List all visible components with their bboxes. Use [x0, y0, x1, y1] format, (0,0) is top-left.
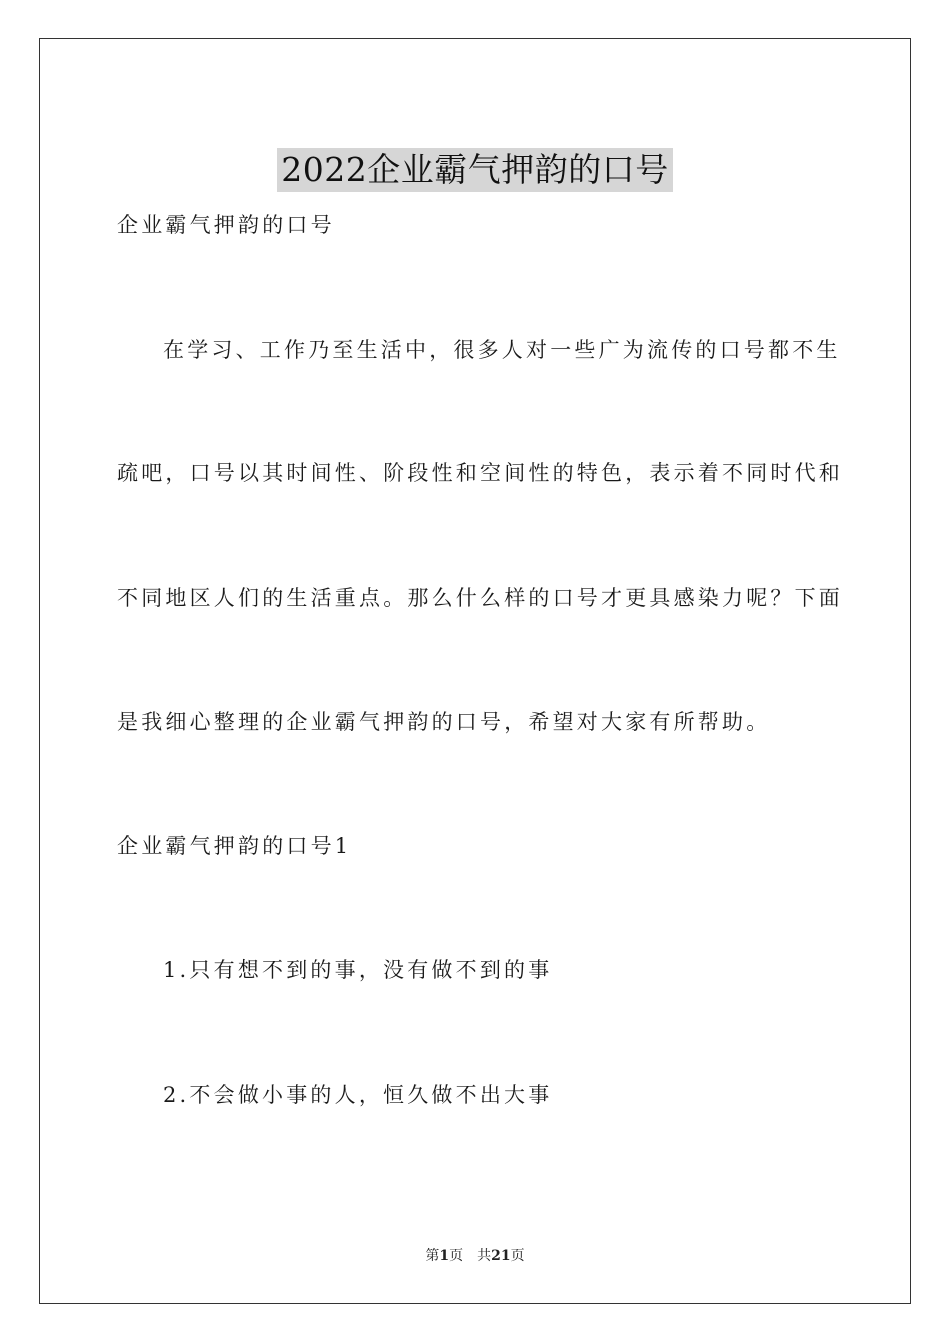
page-suffix: 页	[449, 1248, 464, 1264]
list-item: 1.只有想不到的事，没有做不到的事	[163, 958, 553, 982]
page-number: 1	[439, 1248, 450, 1264]
page-footer	[0, 1246, 950, 1266]
total-prefix: 共	[477, 1248, 492, 1264]
document-subtitle: 企业霸气押韵的口号	[117, 213, 335, 237]
list-item: 2.不会做小事的人，恒久做不出大事	[163, 1083, 553, 1107]
total-pages: 21	[491, 1248, 511, 1264]
paragraph-line: 疏吧，口号以其时间性、阶段性和空间性的特色，表示着不同时代和	[117, 461, 843, 485]
total-suffix: 页	[510, 1248, 525, 1264]
document-title: 2022企业霸气押韵的口号	[277, 148, 672, 192]
paragraph-line: 不同地区人们的生活重点。那么什么样的口号才更具感染力呢？下面	[117, 586, 843, 610]
title-container	[0, 126, 950, 214]
page-prefix: 第	[425, 1248, 440, 1264]
paragraph-line: 是我细心整理的企业霸气押韵的口号，希望对大家有所帮助。	[117, 710, 771, 734]
section-heading: 企业霸气押韵的口号1	[117, 834, 352, 858]
paragraph-line: 在学习、工作乃至生活中，很多人对一些广为流传的口号都不生	[163, 338, 841, 362]
